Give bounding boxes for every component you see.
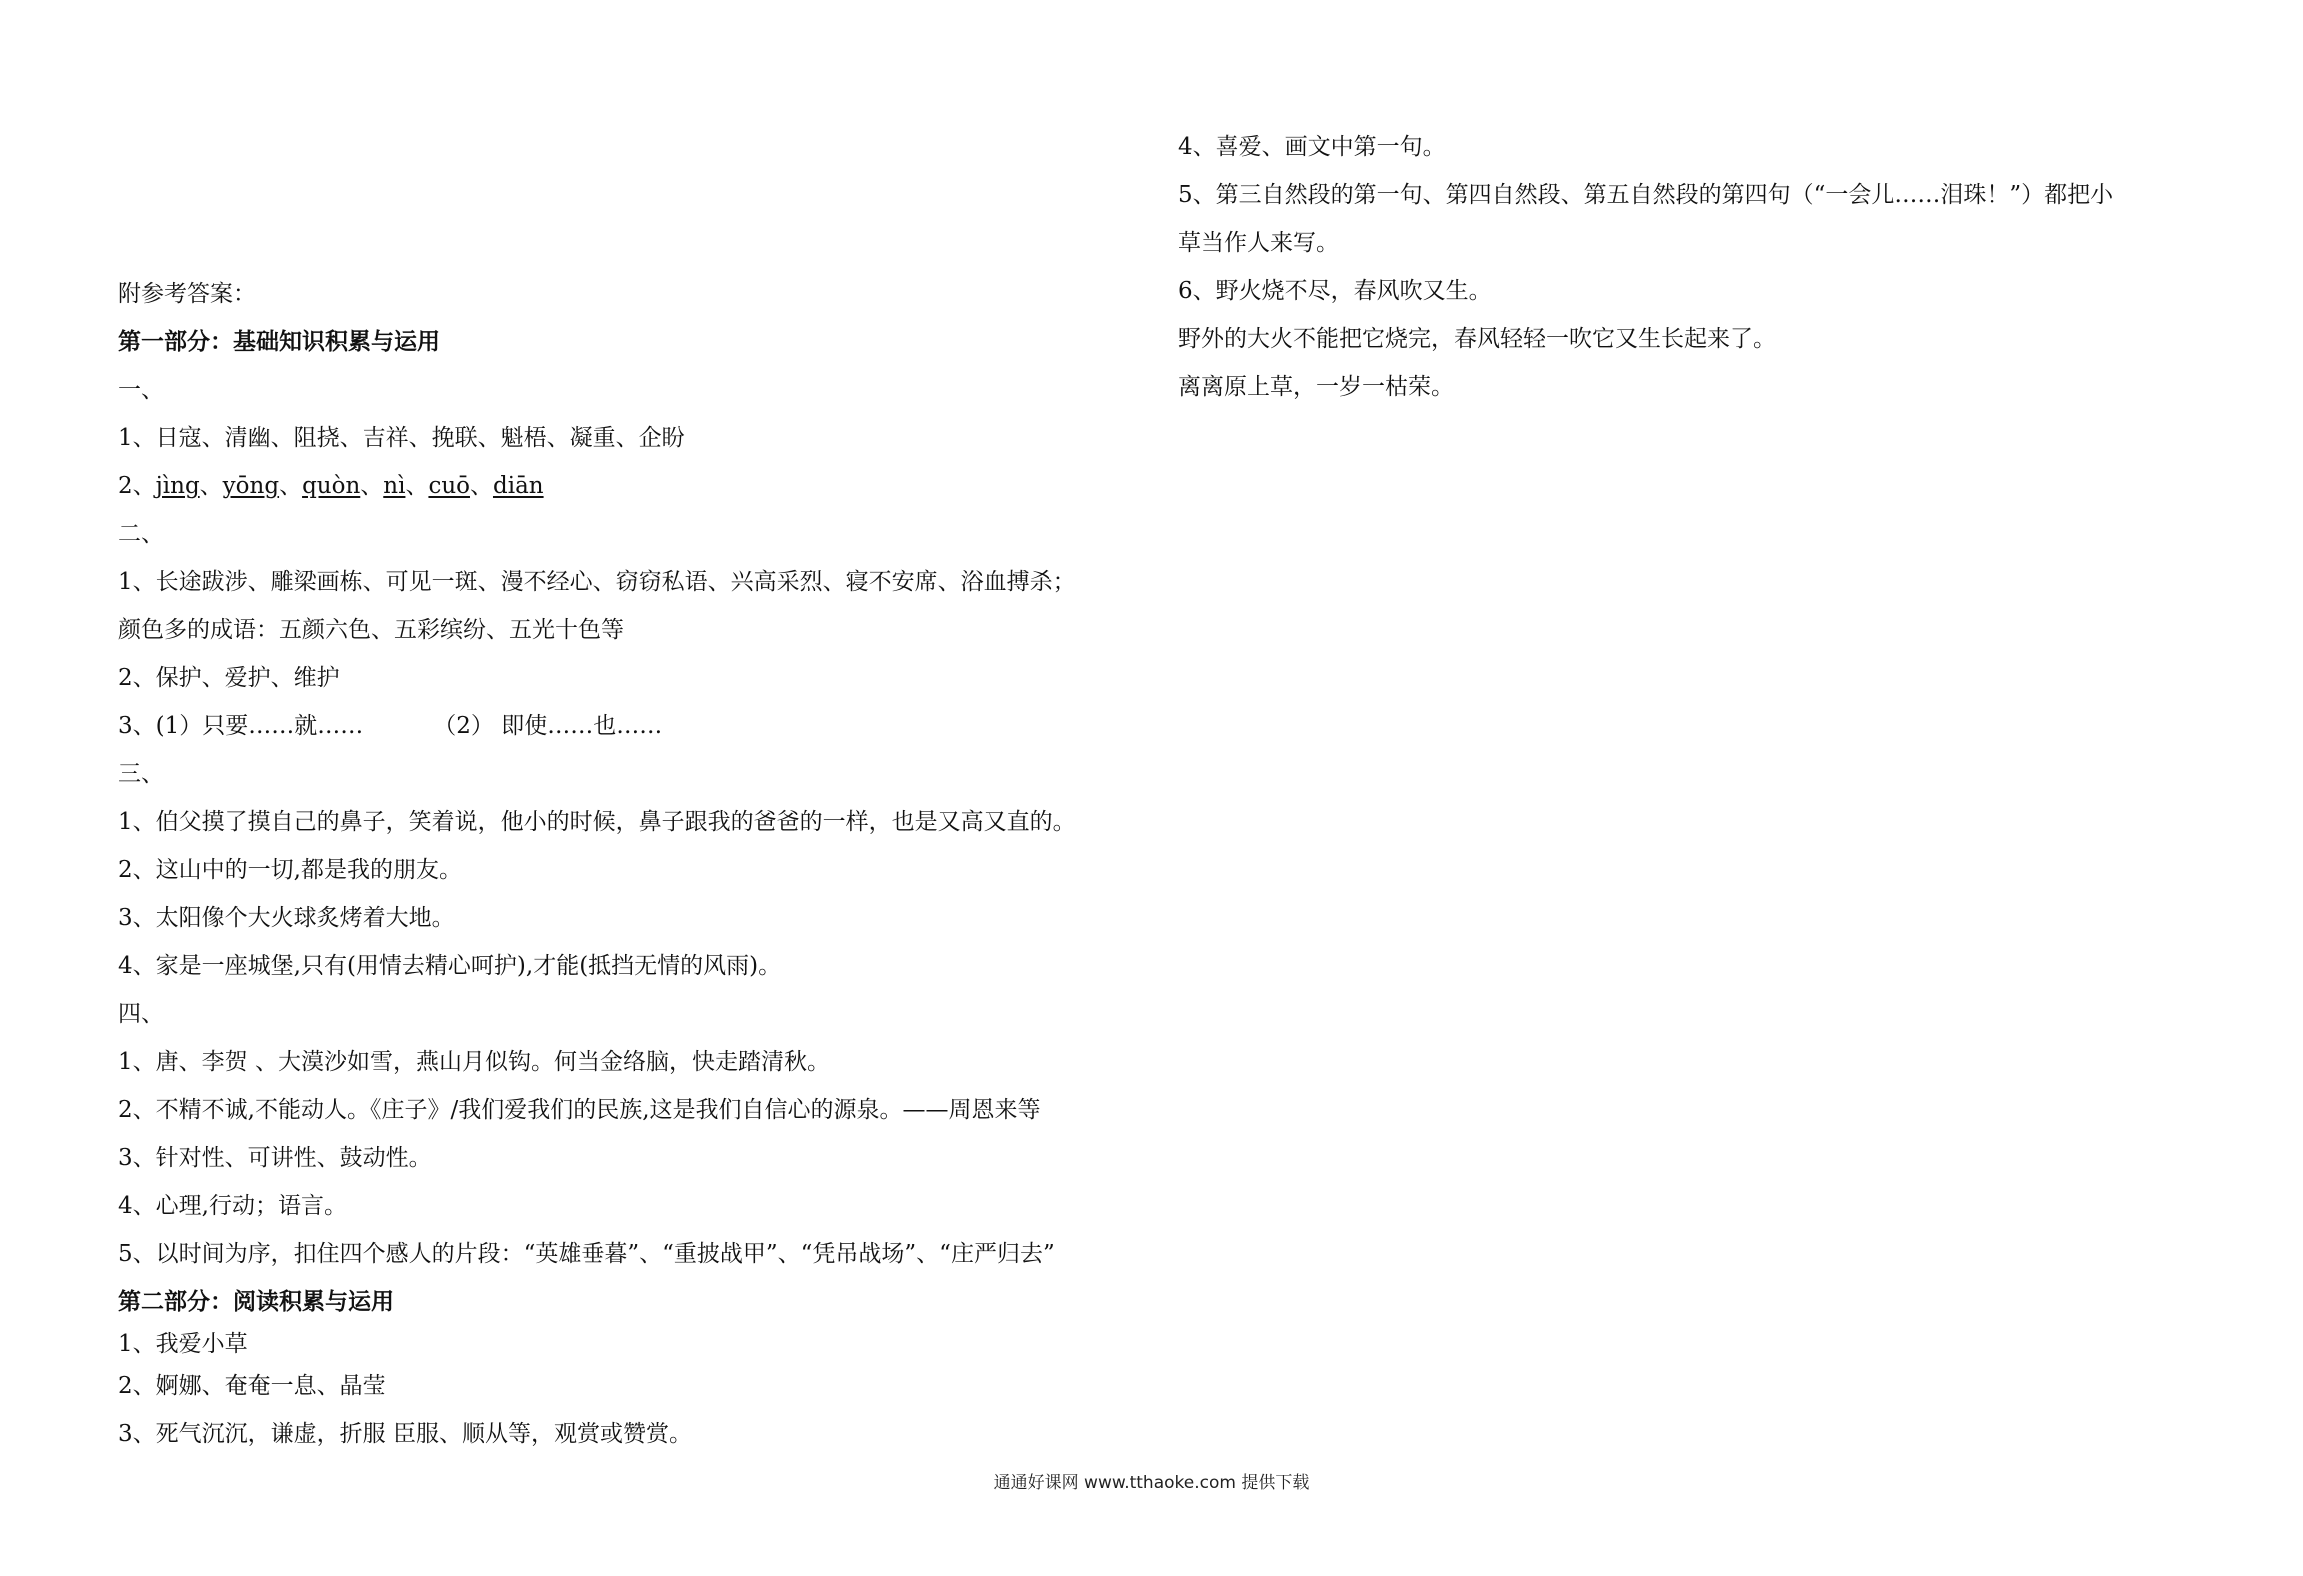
- page-footer: 通通好课网 www.tthaoke.com 提供下载: [993, 1473, 1310, 1493]
- answer-2-3-b: （2） 即使……也……: [433, 713, 663, 739]
- answer-2-2: 2、保护、爱护、维护: [118, 665, 340, 691]
- answer-4-4: 4、心理,行动；语言。: [118, 1193, 347, 1219]
- appendix-title: 附参考答案：: [118, 281, 256, 307]
- section-heading-2: 二、: [118, 521, 164, 547]
- pinyin-separator: 、: [360, 473, 384, 499]
- part1-title: 第一部分：基础知识积累与运用: [118, 328, 440, 355]
- answer-3-2: 2、这山中的一切,都是我的朋友。: [118, 857, 462, 883]
- answer-1-1: 1、日寇、清幽、阻挠、吉祥、挽联、魁梧、凝重、企盼: [118, 425, 685, 451]
- pinyin-separator: 、: [279, 473, 303, 499]
- pinyin-1: jìng: [155, 473, 200, 499]
- answer-p2-5-b: 草当作人来写。: [1178, 230, 1339, 256]
- answer-2-1-b: 颜色多的成语：五颜六色、五彩缤纷、五光十色等: [118, 617, 624, 643]
- pinyin-separator: 、: [469, 473, 493, 499]
- answer-p2-6-c: 离离原上草，一岁一枯荣。: [1178, 374, 1454, 400]
- pinyin-2: yōng: [222, 473, 280, 499]
- section-heading-1: 一、: [118, 377, 164, 403]
- answer-p2-4: 4、喜爱、画文中第一句。: [1178, 134, 1446, 160]
- answer-p2-6-a: 6、野火烧不尽，春风吹又生。: [1178, 278, 1492, 304]
- answer-1-2-prefix: 2、: [118, 473, 156, 499]
- right-column: [1178, 123, 2198, 411]
- pinyin-4: nì: [383, 473, 406, 499]
- answer-4-1: 1、唐、李贺 、大漠沙如雪，燕山月似钩。何当金络脑，快走踏清秋。: [118, 1049, 830, 1075]
- answer-p2-5-a: 5、第三自然段的第一句、第四自然段、第五自然段的第四句（“一会儿……泪珠！”）都把小: [1178, 182, 2114, 208]
- section-heading-4: 四、: [118, 1001, 164, 1027]
- answer-4-2: 2、不精不诚,不能动人。《庄子》/我们爱我们的民族,这是我们自信心的源泉。——周恩来等: [118, 1097, 1041, 1123]
- section-heading-3: 三、: [118, 761, 164, 787]
- answer-p2-6-b: 野外的大火不能把它烧完，春风轻轻一吹它又生长起来了。: [1178, 326, 1776, 352]
- answer-3-3: 3、太阳像个大火球炙烤着大地。: [118, 905, 455, 931]
- answer-4-5: 5、以时间为序，扣住四个感人的片段：“英雄垂暮”、“重披战甲”、“凭吊战场”、“庄严归去”: [118, 1241, 1055, 1267]
- pinyin-separator: 、: [405, 473, 429, 499]
- answer-3-4: 4、家是一座城堡,只有(用情去精心呵护),才能(抵挡无情的风雨)。: [118, 953, 782, 979]
- answer-2-1-a: 1、长途跋涉、雕梁画栋、可见一斑、漫不经心、窃窃私语、兴高采烈、寝不安席、浴血搏杀；: [118, 569, 1076, 595]
- answer-1-2: [118, 462, 1158, 510]
- pinyin-separator: 、: [199, 473, 223, 499]
- answer-2-3-a: 3、(1）只要……就……: [118, 713, 364, 739]
- answer-p2-2: 2、婀娜、奄奄一息、晶莹: [118, 1373, 386, 1399]
- answer-2-3: [118, 702, 1158, 750]
- part2-title: 第二部分：阅读积累与运用: [118, 1288, 394, 1315]
- answer-p2-3: 3、死气沉沉，谦虚，折服 臣服、顺从等，观赏或赞赏。: [118, 1421, 692, 1447]
- answer-4-3: 3、针对性、可讲性、鼓动性。: [118, 1145, 432, 1171]
- left-column: [118, 270, 1158, 1458]
- pinyin-3: quòn: [302, 473, 361, 499]
- answer-p2-1: 1、我爱小草: [118, 1331, 248, 1357]
- answer-3-1: 1、伯父摸了摸自己的鼻子，笑着说，他小的时候，鼻子跟我的爸爸的一样，也是又高又直的。: [118, 809, 1076, 835]
- pinyin-6: diān: [492, 473, 544, 499]
- pinyin-5: cuō: [428, 473, 470, 499]
